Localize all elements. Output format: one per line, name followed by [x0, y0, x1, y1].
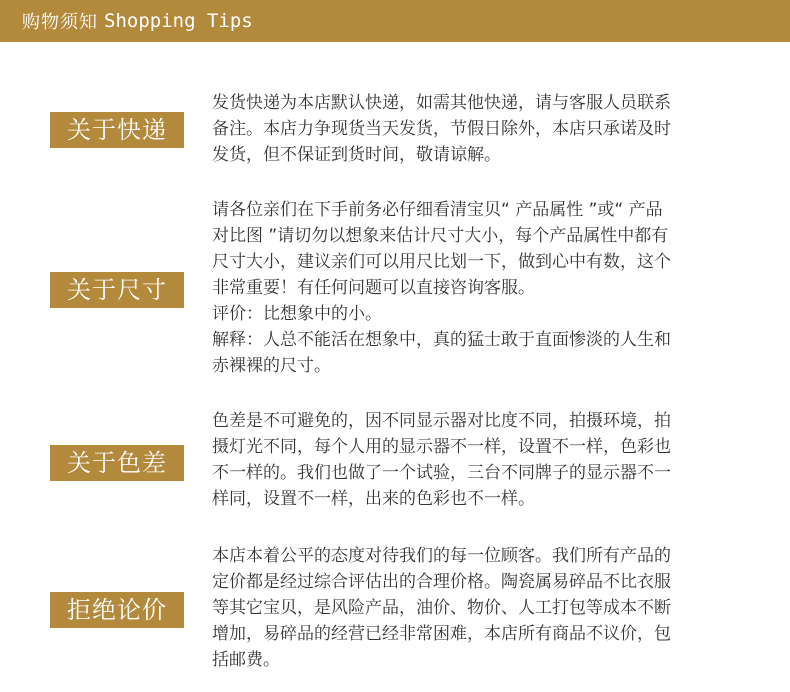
header-bar — [0, 0, 790, 42]
text-line: 发货，但不保证到货时间，敬请谅解。 — [212, 145, 501, 165]
section-body-express — [212, 90, 752, 168]
header-title-en: Shopping Tips — [104, 10, 253, 32]
text-line: 摄灯光不同，每个人用的显示器不一样，设置不一样，色彩也 — [212, 437, 671, 457]
section-body-color — [212, 408, 752, 512]
text-line: 非常重要！有任何问题可以直接咨询客服。 — [212, 278, 535, 298]
text-line: 备注。本店力争现货当天发货，节假日除外，本店只承诺及时 — [212, 119, 671, 139]
text-line: 请各位亲们在下手前务必仔细看清宝贝“ 产品属性 ”或“ 产品 — [212, 200, 663, 220]
text-line: 赤裸裸的尺寸。 — [212, 356, 331, 376]
text-line: 对比图 ”请切勿以想象来估计尺寸大小，每个产品属性中都有 — [212, 226, 669, 246]
text-line: 不一样的。我们也做了一个试验，三台不同牌子的显示器不一 — [212, 463, 671, 483]
text-line: 解释：人总不能活在想象中，真的猛士敢于直面惨淡的人生和 — [212, 330, 671, 350]
section-body-pricing — [212, 543, 752, 673]
section-label-express: 关于快递 — [50, 112, 184, 148]
text-line: 发货快递为本店默认快递，如需其他快递，请与客服人员联系 — [212, 93, 671, 113]
text-line: 本店本着公平的态度对待我们的每一位顾客。我们所有产品的 — [212, 546, 671, 566]
text-line: 增加，易碎品的经营已经非常困难，本店所有商品不议价，包 — [212, 624, 671, 644]
text-line: 定价都是经过综合评估出的合理价格。陶瓷属易碎品不比衣服 — [212, 572, 671, 592]
section-label-color: 关于色差 — [50, 445, 184, 481]
section-label-pricing: 拒绝论价 — [50, 592, 184, 628]
section-label-size: 关于尺寸 — [50, 272, 184, 308]
text-line: 评价：比想象中的小。 — [212, 304, 382, 324]
text-line: 等其它宝贝，是风险产品，油价、物价、人工打包等成本不断 — [212, 598, 671, 618]
text-line: 尺寸大小，建议亲们可以用尺比划一下，做到心中有数，这个 — [212, 252, 671, 272]
header-title-cn: 购物须知 — [22, 12, 98, 33]
text-line: 括邮费。 — [212, 650, 280, 670]
text-line: 样同，设置不一样，出来的色彩也不一样。 — [212, 489, 535, 509]
section-body-size — [212, 197, 752, 379]
text-line: 色差是不可避免的，因不同显示器对比度不同，拍摄环境，拍 — [212, 411, 671, 431]
